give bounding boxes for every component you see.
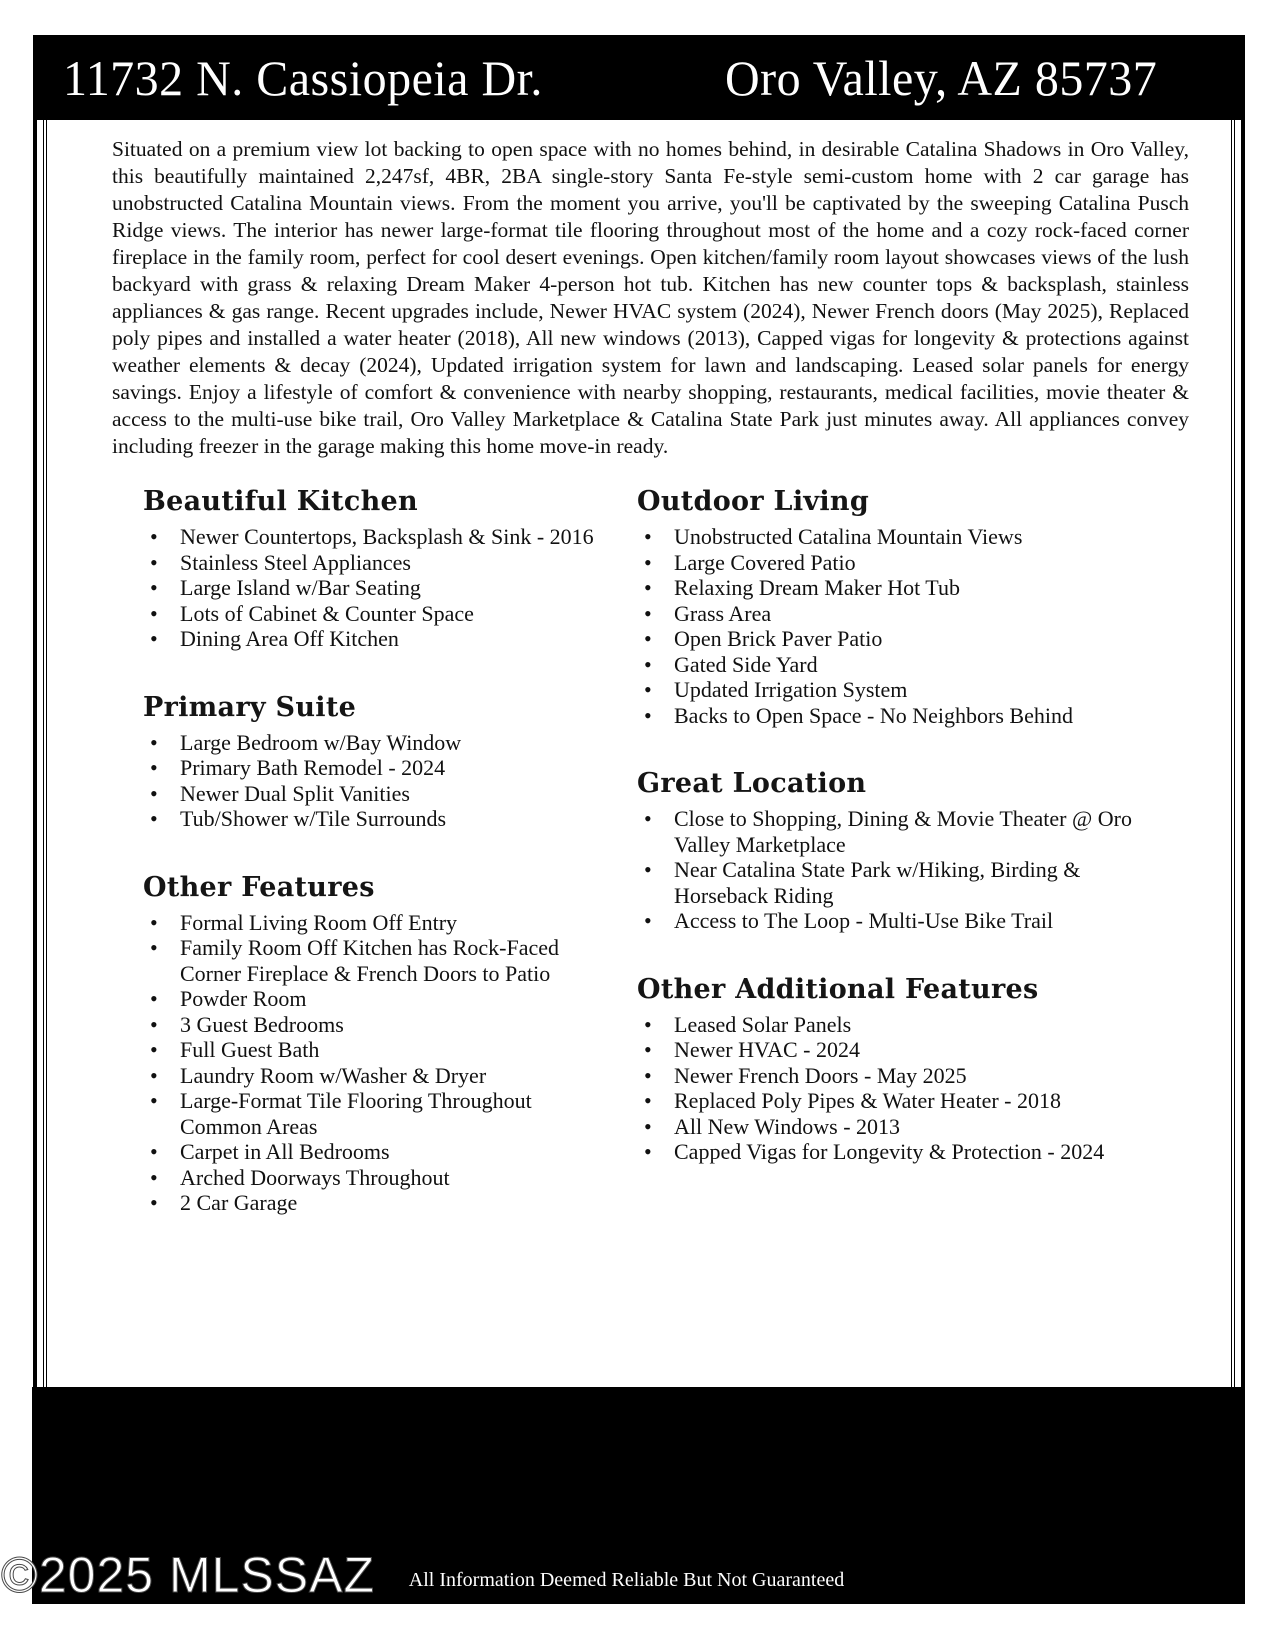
- feature-section: [637, 486, 1133, 728]
- section-heading: Outdoor Living: [637, 486, 870, 517]
- feature-item: • Tub/Shower w/Tile Surrounds: [143, 806, 595, 832]
- feature-item: • 2 Car Garage: [143, 1190, 595, 1216]
- feature-item: • All New Windows - 2013: [637, 1114, 1133, 1140]
- feature-section: [637, 768, 1133, 934]
- feature-columns: [37, 486, 1241, 1216]
- feature-item: • Backs to Open Space - No Neighbors Behind: [637, 703, 1133, 729]
- feature-item: • Open Brick Paver Patio: [637, 626, 1133, 652]
- feature-item: • Gated Side Yard: [637, 652, 1133, 678]
- feature-item: • Capped Vigas for Longevity & Protection - 2024: [637, 1139, 1133, 1165]
- feature-list: [143, 910, 595, 1216]
- feature-item: • Grass Area: [637, 601, 1133, 627]
- feature-list: [143, 524, 595, 652]
- feature-item: • Laundry Room w/Washer & Dryer: [143, 1063, 595, 1089]
- border-line: [1231, 120, 1232, 1387]
- feature-item: • Relaxing Dream Maker Hot Tub: [637, 575, 1133, 601]
- feature-item: • Replaced Poly Pipes & Water Heater - 2018: [637, 1088, 1133, 1114]
- feature-item: • Large Covered Patio: [637, 550, 1133, 576]
- content-frame: [33, 120, 1245, 1387]
- feature-item: • Updated Irrigation System: [637, 677, 1133, 703]
- border-line: [1234, 120, 1235, 1387]
- feature-section: [143, 692, 595, 832]
- feature-item: • Close to Shopping, Dining & Movie Theater @ Oro Valley Marketplace: [637, 806, 1133, 857]
- section-heading: Great Location: [637, 768, 867, 799]
- feature-item: • Carpet in All Bedrooms: [143, 1139, 595, 1165]
- feature-item: • Full Guest Bath: [143, 1037, 595, 1063]
- section-heading: Other Additional Features: [637, 973, 1039, 1005]
- feature-item: • Newer Countertops, Backsplash & Sink - 2016: [143, 524, 595, 550]
- feature-item: • Family Room Off Kitchen has Rock-Faced Corner Fireplace & French Doors to Patio: [143, 935, 595, 986]
- feature-item: • Unobstructed Catalina Mountain Views: [637, 524, 1133, 550]
- feature-item: • Newer HVAC - 2024: [637, 1037, 1133, 1063]
- header-band: [33, 35, 1245, 120]
- feature-item: • Large-Format Tile Flooring Throughout Common Areas: [143, 1088, 595, 1139]
- street-address: 11732 N. Cassiopeia Dr.: [63, 49, 543, 106]
- feature-list: [637, 524, 1133, 728]
- feature-item: • 3 Guest Bedrooms: [143, 1012, 595, 1038]
- city-state-zip: Oro Valley, AZ 85737: [724, 49, 1157, 106]
- feature-item: • Lots of Cabinet & Counter Space: [143, 601, 595, 627]
- feature-column-right: [637, 486, 1241, 1216]
- section-heading: Other Features: [143, 871, 375, 903]
- feature-list: [143, 730, 595, 832]
- feature-list: [637, 1012, 1133, 1165]
- mls-copyright-watermark: ©2025 MLSSAZ: [1, 1547, 376, 1603]
- feature-item: • Newer Dual Split Vanities: [143, 781, 595, 807]
- feature-item: • Arched Doorways Throughout: [143, 1165, 595, 1191]
- feature-section: [637, 974, 1133, 1165]
- feature-item: • Powder Room: [143, 986, 595, 1012]
- feature-item: • Large Bedroom w/Bay Window: [143, 730, 595, 756]
- feature-item: • Leased Solar Panels: [637, 1012, 1133, 1038]
- disclaimer-text: All Information Deemed Reliable But Not Guaranteed: [408, 1569, 845, 1591]
- feature-item: • Formal Living Room Off Entry: [143, 910, 595, 936]
- feature-item: • Large Island w/Bar Seating: [143, 575, 595, 601]
- feature-list: [637, 806, 1133, 934]
- feature-item: • Access to The Loop - Multi-Use Bike Trail: [637, 908, 1133, 934]
- section-heading: Beautiful Kitchen: [143, 486, 418, 517]
- border-line: [46, 120, 47, 1387]
- feature-item: • Near Catalina State Park w/Hiking, Birding & Horseback Riding: [637, 857, 1133, 908]
- feature-section: [143, 486, 595, 652]
- property-description: Situated on a premium view lot backing to open space with no homes behind, in desirable Catalina Shadows in Oro Valley, this beautifully maintained 2,247sf, 4BR, 2BA single-story Santa Fe-style semi-custom home with 2 car garage has unobstructed Catalina Mountain views. From the moment you arrive, you'll be captivated by the sweeping Catalina Pusch Ridge views. The interior has newer large-format tile flooring throughout most of the home and a cozy rock-faced corner fireplace in the family room, perfect for cool desert evenings. Open kitchen/family room layout showcases views of the lush backyard with grass & relaxing Dream Maker 4-person hot tub. Kitchen has new counter tops & backsplash, stainless appliances & gas range. Recent upgrades include, Newer HVAC system (2024), Newer French doors (May 2025), Replaced poly pipes and installed a water heater (2018), All new windows (2013), Capped vigas for longevity & protections against weather elements & decay (2024), Updated irrigation system for lawn and landscaping. Leased solar panels for energy savings. Enjoy a lifestyle of comfort & convenience with nearby shopping, restaurants, medical facilities, movie theater & access to the multi-use bike trail, Oro Valley Marketplace & Catalina State Park just minutes away. All appliances convey including freezer in the garage making this home move-in ready.: [112, 137, 1189, 458]
- feature-column-left: [37, 486, 637, 1216]
- feature-item: • Dining Area Off Kitchen: [143, 626, 595, 652]
- section-heading: Primary Suite: [143, 691, 357, 723]
- border-line: [43, 120, 44, 1387]
- feature-item: • Stainless Steel Appliances: [143, 550, 595, 576]
- feature-item: • Primary Bath Remodel - 2024: [143, 755, 595, 781]
- feature-section: [143, 872, 595, 1216]
- feature-item: • Newer French Doors - May 2025: [637, 1063, 1133, 1089]
